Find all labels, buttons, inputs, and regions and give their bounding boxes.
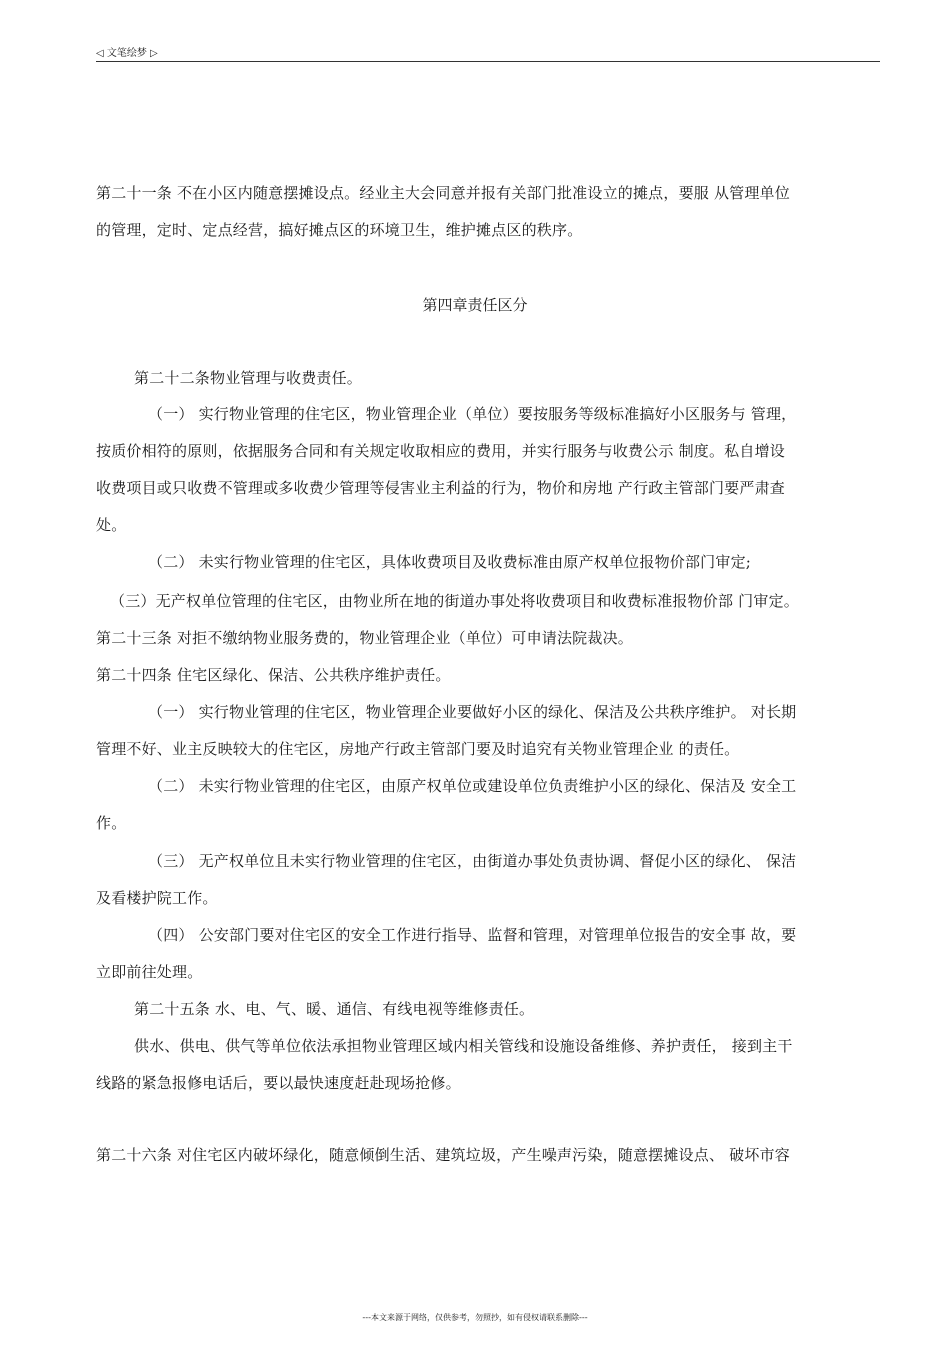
header-divider bbox=[96, 61, 880, 62]
paragraph-line: （二） 未实行物业管理的住宅区，由原产权单位或建设单位负责维护小区的绿化、保洁及 安全工 bbox=[148, 777, 797, 795]
paragraph-line: 管理不好、业主反映较大的住宅区，房地产行政主管部门要及时追究有关物业管理企业 的责任。 bbox=[96, 740, 740, 758]
paragraph-line: 第二十二条物业管理与收费责任。 bbox=[134, 369, 363, 387]
paragraph-line: 的管理，定时、定点经营，搞好摊点区的环境卫生，维护摊点区的秩序。 bbox=[96, 221, 583, 239]
paragraph-line: 立即前往处理。 bbox=[96, 963, 203, 981]
paragraph-line: （二） 未实行物业管理的住宅区，具体收费项目及收费标准由原产权单位报物价部门审定; bbox=[148, 553, 752, 571]
paragraph-line: 按质价相符的原则，依据服务合同和有关规定收取相应的费用，并实行服务与收费公示 制度。私自增设 bbox=[96, 442, 785, 460]
paragraph-line: 第二十六条 对住宅区内破坏绿化，随意倾倒生活、建筑垃圾，产生噪声污染，随意摆摊设点、 破坏市容 bbox=[96, 1146, 790, 1164]
paragraph-line: （三）无产权单位管理的住宅区，由物业所在地的街道办事处将收费项目和收费标准报物价部 门审定。 bbox=[110, 592, 799, 610]
page-footer: ---本文来源于网络，仅供参考，勿照抄，如有侵权请联系删除--- bbox=[362, 1313, 588, 1322]
paragraph-line: 收费项目或只收费不管理或多收费少管理等侵害业主利益的行为，物价和房地 产行政主管部门要严肃查 bbox=[96, 479, 785, 497]
paragraph-line: （一） 实行物业管理的住宅区，物业管理企业要做好小区的绿化、保洁及公共秩序维护。 对长期 bbox=[148, 703, 797, 721]
paragraph-line: 第二十三条 对拒不缴纳物业服务费的，物业管理企业（单位）可申请法院裁决。 bbox=[96, 629, 633, 647]
paragraph-line: 作。 bbox=[96, 814, 127, 832]
paragraph-line: 及看楼护院工作。 bbox=[96, 889, 218, 907]
paragraph-line: 供水、供电、供气等单位依法承担物业管理区域内相关管线和设施设备维修、养护责任， 接到主干 bbox=[134, 1037, 793, 1055]
chapter-title: 第四章责任区分 bbox=[422, 296, 528, 314]
paragraph-line: 处。 bbox=[96, 516, 127, 534]
paragraph-line: 第二十一条 不在小区内随意摆摊设点。经业主大会同意并报有关部门批准设立的摊点，要服 从管理单位 bbox=[96, 184, 790, 202]
paragraph-line: 第二十五条 水、电、气、暖、通信、有线电视等维修责任。 bbox=[134, 1000, 535, 1018]
paragraph-line: （三） 无产权单位且未实行物业管理的住宅区，由街道办事处负责协调、督促小区的绿化、 保洁 bbox=[148, 852, 797, 870]
paragraph-line: 第二十四条 住宅区绿化、保洁、公共秩序维护责任。 bbox=[96, 666, 451, 684]
paragraph-line: （四） 公安部门要对住宅区的安全工作进行指导、监督和管理，对管理单位报告的安全事 故，要 bbox=[148, 926, 797, 944]
paragraph-line: 线路的紧急报修电话后，要以最快速度赶赴现场抢修。 bbox=[96, 1074, 461, 1092]
page-header: ◁ 文笔绘梦 ▷ bbox=[96, 48, 158, 59]
paragraph-line: （一） 实行物业管理的住宅区，物业管理企业（单位）要按服务等级标准搞好小区服务与 管理， bbox=[148, 405, 797, 423]
